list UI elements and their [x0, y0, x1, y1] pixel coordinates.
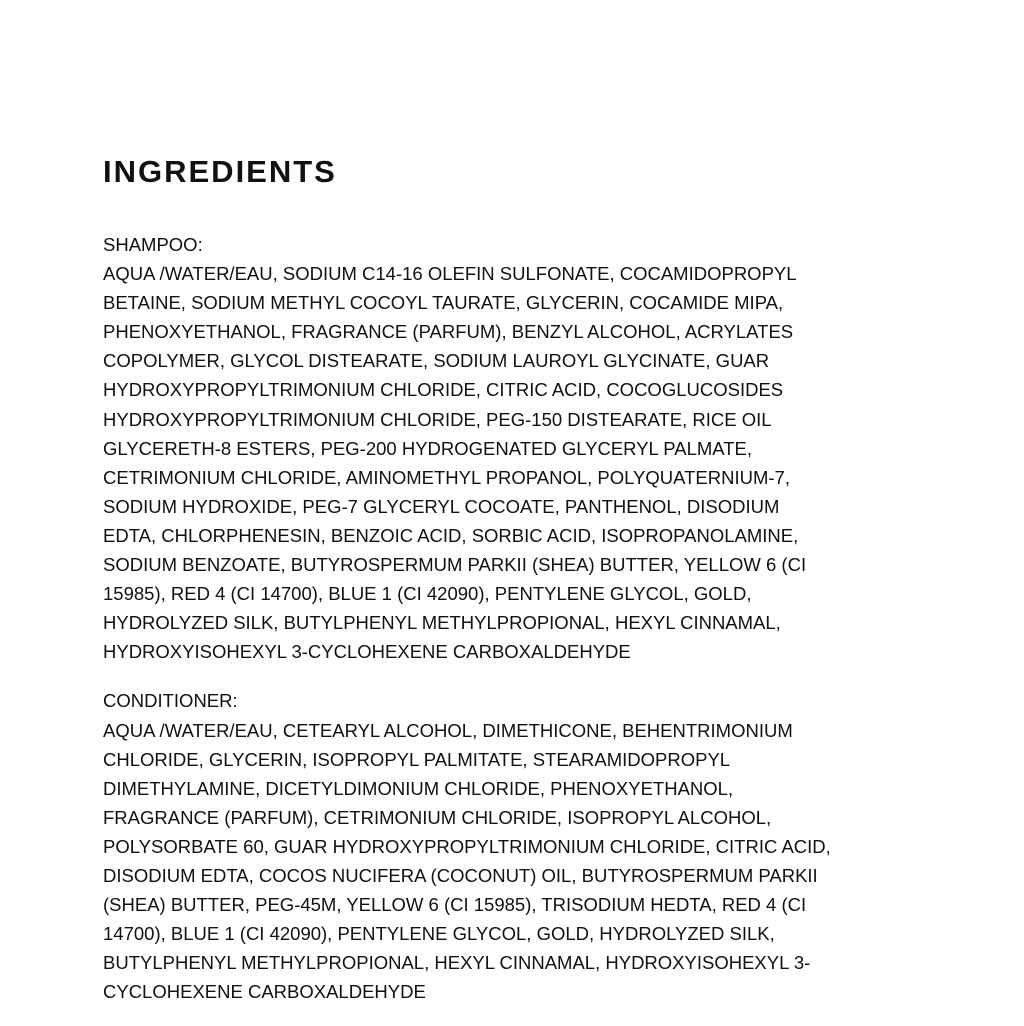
- ingredients-panel: [103, 150, 933, 1026]
- ingredient-line: FRAGRANCE (PARFUM), CETRIMONIUM CHLORIDE, ISOPROPYL ALCOHOL,: [103, 806, 772, 828]
- ingredient-line: GLYCERETH-8 ESTERS, PEG-200 HYDROGENATED GLYCERYL PALMATE,: [103, 437, 753, 459]
- ingredient-line: CYCLOHEXENE CARBOXALDEHYDE: [103, 981, 426, 1003]
- ingredient-line: HYDROLYZED SILK, BUTYLPHENYL METHYLPROPIONAL, HEXYL CINNAMAL,: [103, 612, 781, 634]
- ingredient-line: AQUA /WATER/EAU, CETEARYL ALCOHOL, DIMETHICONE, BEHENTRIMONIUM: [103, 719, 793, 741]
- shampoo-section: [103, 230, 933, 666]
- ingredient-line: BETAINE, SODIUM METHYL COCOYL TAURATE, GLYCERIN, COCAMIDE MIPA,: [103, 292, 784, 314]
- section-label-conditioner: CONDITIONER:: [103, 690, 238, 712]
- ingredient-line: HYDROXYPROPYLTRIMONIUM CHLORIDE, CITRIC ACID, COCOGLUCOSIDES: [103, 379, 784, 401]
- conditioner-section: [103, 686, 933, 1006]
- ingredient-line: SODIUM HYDROXIDE, PEG-7 GLYCERYL COCOATE, PANTHENOL, DISODIUM: [103, 495, 780, 517]
- section-label-shampoo: SHAMPOO:: [103, 234, 203, 255]
- ingredient-line: AQUA /WATER/EAU, SODIUM C14-16 OLEFIN SULFONATE, COCAMIDOPROPYL: [103, 263, 797, 285]
- ingredient-line: (SHEA) BUTTER, PEG-45M, YELLOW 6 (CI 15985), TRISODIUM HEDTA, RED 4 (CI: [103, 894, 807, 916]
- ingredient-line: POLYSORBATE 60, GUAR HYDROXYPROPYLTRIMONIUM CHLORIDE, CITRIC ACID,: [103, 835, 831, 857]
- ingredient-line: 14700), BLUE 1 (CI 42090), PENTYLENE GLYCOL, GOLD, HYDROLYZED SILK,: [103, 923, 775, 945]
- ingredient-line: 15985), RED 4 (CI 14700), BLUE 1 (CI 42090), PENTYLENE GLYCOL, GOLD,: [103, 583, 752, 605]
- ingredient-line: COPOLYMER, GLYCOL DISTEARATE, SODIUM LAUROYL GLYCINATE, GUAR: [103, 350, 770, 372]
- ingredient-line: DISODIUM EDTA, COCOS NUCIFERA (COCONUT) OIL, BUTYROSPERMUM PARKII: [103, 864, 818, 886]
- ingredient-line: HYDROXYISOHEXYL 3-CYCLOHEXENE CARBOXALDEHYDE: [103, 641, 631, 663]
- ingredient-line: DIMETHYLAMINE, DICETYLDIMONIUM CHLORIDE, PHENOXYETHANOL,: [103, 777, 734, 799]
- ingredient-line: HYDROXYPROPYLTRIMONIUM CHLORIDE, PEG-150 DISTEARATE, RICE OIL: [103, 408, 772, 430]
- ingredient-list-shampoo: [103, 259, 933, 666]
- page-title: INGREDIENTS: [103, 154, 337, 189]
- ingredient-line: CHLORIDE, GLYCERIN, ISOPROPYL PALMITATE, STEARAMIDOPROPYL: [103, 748, 731, 770]
- ingredient-line: PHENOXYETHANOL, FRAGRANCE (PARFUM), BENZYL ALCOHOL, ACRYLATES: [103, 321, 794, 343]
- ingredient-line: BUTYLPHENYL METHYLPROPIONAL, HEXYL CINNAMAL, HYDROXYISOHEXYL 3-: [103, 952, 811, 974]
- ingredient-line: CETRIMONIUM CHLORIDE, AMINOMETHYL PROPANOL, POLYQUATERNIUM-7,: [103, 466, 790, 488]
- ingredient-line: EDTA, CHLORPHENESIN, BENZOIC ACID, SORBIC ACID, ISOPROPANOLAMINE,: [103, 524, 799, 546]
- ingredient-list-conditioner: [103, 716, 933, 1007]
- ingredient-line: SODIUM BENZOATE, BUTYROSPERMUM PARKII (SHEA) BUTTER, YELLOW 6 (CI: [103, 554, 807, 576]
